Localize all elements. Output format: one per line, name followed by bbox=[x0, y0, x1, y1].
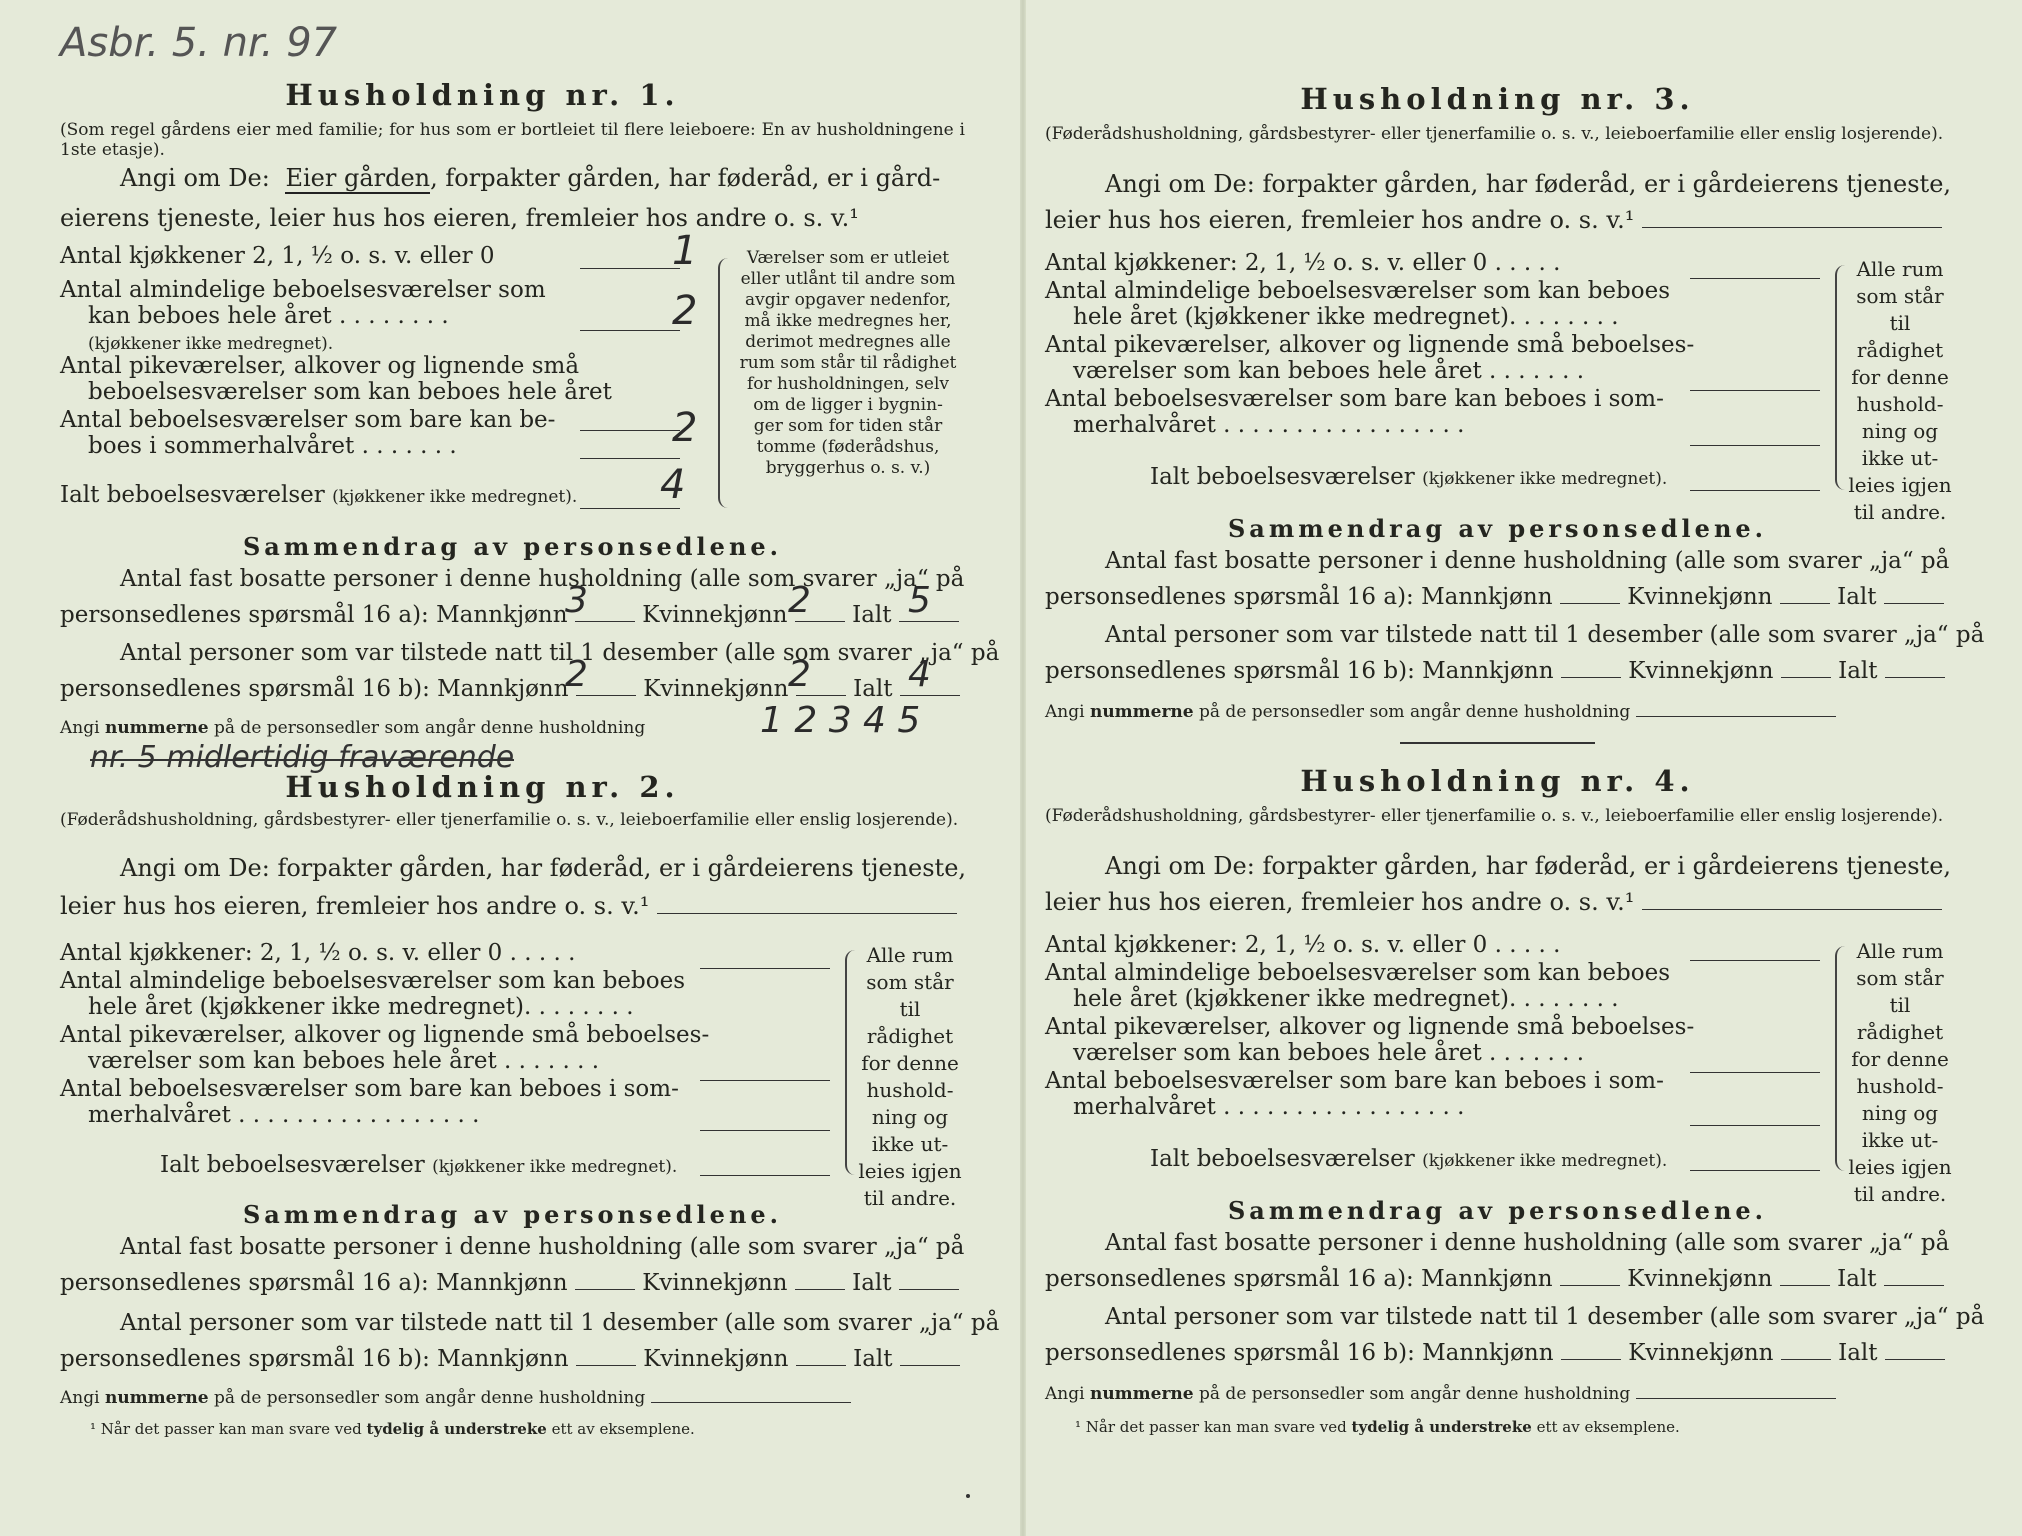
household-1-brace-note: Værelser som er utleiet eller utlånt til andre som avgir opgaver nedenfor, må ikke medregnes her, derimot medregnes alle rum som står til rådighet for husholdningen, selv om de ligger i bygnin- ger som for tiden står tomme (føderådshus, bryggerhus o. s. v.) bbox=[739, 248, 957, 478]
ink-dot bbox=[966, 1494, 970, 1498]
household-1-s1a: Antal fast bosatte personer i denne husholdning (alle som svarer „ja“ på bbox=[120, 566, 965, 592]
struck-note: nr. 5 midlertidig fraværende bbox=[90, 740, 515, 775]
household-3-brace-note: Alle rum som står til rådighet for denne hushold- ning og ikke ut- leies igjen til andre. bbox=[1848, 257, 1952, 524]
answer-almindelige: 2 bbox=[672, 288, 698, 334]
household-4-title: Husholdning nr. 4. bbox=[1300, 764, 1695, 798]
household-1-s1b: personsedlenes spørsmål 16 a): Mannkjønn Kvinnekjønn Ialt bbox=[60, 602, 959, 628]
household-1-s2a: Antal personer som var tilstede natt til 1 desember (alle som svarer „ja“ på bbox=[120, 640, 1000, 666]
s1-mannkjonn: 3 bbox=[565, 580, 588, 621]
nummerne-value: 1 2 3 4 5 bbox=[760, 700, 921, 741]
household-2-brace-note: Alle rum som står til rådighet for denne hushold- ning og ikke ut- leies igjen til andre. bbox=[858, 943, 962, 1210]
household-2-angi-line2: leier hus hos eieren, fremleier hos andre o. s. v.¹ bbox=[60, 892, 957, 920]
household-1-angi-line1 bbox=[60, 164, 940, 192]
answer-line-3 bbox=[580, 430, 680, 431]
household-3-intro: (Føderådshusholdning, gårdsbestyrer- eller tjenerfamilie o. s. v., leieboerfamilie eller enslig losjerende). bbox=[1045, 124, 1944, 144]
household-4-nummerne: Angi nummerne på de personsedler som angår denne husholdning bbox=[1045, 1384, 1836, 1404]
household-1-angi-line2: eierens tjeneste, leier hus hos eieren, fremleier hos andre o. s. v.¹ bbox=[60, 204, 859, 232]
s2-kvinnekjonn: 2 bbox=[788, 654, 811, 695]
row-pikevaerelser: Antal pikeværelser, alkover og lignende små bbox=[60, 353, 580, 379]
household-2-angi-line1: Angi om De: forpakter gården, har føderåd, er i gårdeierens tjeneste, bbox=[120, 854, 967, 882]
household-3-sammendrag: Sammendrag av personsedlene. bbox=[1227, 514, 1768, 543]
answer-line-2 bbox=[580, 330, 680, 331]
row-almindelige-note: (kjøkkener ikke medregnet). bbox=[88, 334, 334, 354]
answer-sommer: 2 bbox=[672, 405, 698, 451]
row-sommer: Antal beboelsesværelser som bare kan be- bbox=[60, 407, 556, 433]
household-4-sammendrag: Sammendrag av personsedlene. bbox=[1227, 1196, 1768, 1225]
household-separator bbox=[1400, 742, 1595, 744]
left-page: Asbr. 5. nr. 97 Husholdning nr. 1. (Som regel gårdens eier med familie; for hus som er bortleiet til flere leieboere: En av husholdningene i 1ste etasje). Angi om De: Eier gården, forpakter gården, har føderåd, er i gård- eierens tjeneste, leier hus hos eieren, fremleier hos andre o. s. v.¹ Antal kjøkkener 2, 1, ½ o. s. v. eller 0 Antal almindelige beboelsesværelser som kan beboes hele året . . . . . . . . (kjøkkener ikke medregnet). Antal pikeværelser, alkover og lignende små beboelsesværelser som kan beboes hele året Antal beboelsesværelser som bare kan be- boes i sommerhalvåret . . . . . . . 1 2 2 Ialt beboelsesværelser (kjøkkener ikke medregnet). 4 Værelser som er utleiet eller utlånt til andre som avgir opgaver nedenfor, må ikke medregnes her, derimot medregnes alle rum som står til rådighet for husholdningen, selv om de ligger i bygnin- ger som for tiden står tomme (føderådshus, bryggerhus o. s. v.) Sammendrag av personsedlene. Antal fast bosatte personer i denne husholdning (alle som svarer „ja“ på personsedlenes spørsmål 16 a): Mannkjønn Kvinnekjønn Ialt 3 2 5 Antal personer som var tilstede natt til 1 desember (alle som svarer „ja“ på personsedlenes spørsmål 16 b): Mannkjønn Kvinnekjønn Ialt 2 2 4 Angi nummerne på de personsedler som angår denne husholdning 1 2 3 4 5 nr. 5 midlertidig fraværende Husholdning nr. 2. (Føderådshusholdning, gårdsbestyrer- eller tjenerfamilie o. s. v., leieboerfamilie eller enslig losjerende). Angi om De: forpakter gården, har føderåd, er i gårdeierens tjeneste, leier hus hos eieren, fremleier hos andre o. s. v.¹ Antal kjøkkener: 2, 1, ½ o. s. v. eller 0 . . . . . Antal almindelige beboelsesværelser som kan beboes hele året (kjøkkener ikke medregnet). . . . . . . . Antal pikeværelser, alkover og lignende små beboelses- værelser som kan beboes hele året . . . . . . . Antal beboelsesværelser som bare kan beboes i som- merhalvåret . . . . . . . . . . . . . . . . . Ialt beboelsesværelser (kjøkkener ikke medregnet). Alle rum som står til rådighet for denne hushold- ning og ikke ut- leies igjen til andre. Sammendrag av personsedlene. Antal fast bosatte personer i denne husholdning (alle som svarer „ja“ på personsedlenes spørsmål 16 a): Mannkjønn Kvinnekjønn Ialt Antal personer som var tilstede natt til 1 desember (alle som svarer „ja“ på personsedlenes spørsmål 16 b): Mannkjønn Kvinnekjønn Ialt Angi nummerne på de personsedler som angår denne husholdning ¹ Når det passer kan man svare ved tydelig å understreke ett av eksemplene. bbox=[60, 0, 965, 1536]
angi-eier-underlined: Eier gården bbox=[285, 164, 431, 192]
page-fold bbox=[1020, 0, 1026, 1536]
household-2-ialt: Ialt beboelsesværelser (kjøkkener ikke medregnet). bbox=[160, 1152, 678, 1178]
household-2-sammendrag: Sammendrag av personsedlene. bbox=[242, 1200, 783, 1229]
right-page: Husholdning nr. 3. (Føderådshusholdning, gårdsbestyrer- eller tjenerfamilie o. s. v., leieboerfamilie eller enslig losjerende). Angi om De: forpakter gården, har føderåd, er i gårdeierens tjeneste, leier hus hos eieren, fremleier hos andre o. s. v.¹ Antal kjøkkener: 2, 1, ½ o. s. v. eller 0 . . . . . Antal almindelige beboelsesværelser som kan beboes hele året (kjøkkener ikke medregnet). . . . . . . . Antal pikeværelser, alkover og lignende små beboelses- værelser som kan beboes hele året . . . . . . . Antal beboelsesværelser som bare kan beboes i som- merhalvåret . . . . . . . . . . . . . . . . . Ialt beboelsesværelser (kjøkkener ikke medregnet). Alle rum som står til rådighet for denne hushold- ning og ikke ut- leies igjen til andre. Sammendrag av personsedlene. Antal fast bosatte personer i denne husholdning (alle som svarer „ja“ på personsedlenes spørsmål 16 a): Mannkjønn Kvinnekjønn Ialt Antal personer som var tilstede natt til 1 desember (alle som svarer „ja“ på personsedlenes spørsmål 16 b): Mannkjønn Kvinnekjønn Ialt Angi nummerne på de personsedler som angår denne husholdning Husholdning nr. 4. (Føderådshusholdning, gårdsbestyrer- eller tjenerfamilie o. s. v., leieboerfamilie eller enslig losjerende). Angi om De: forpakter gården, har føderåd, er i gårdeierens tjeneste, leier hus hos eieren, fremleier hos andre o. s. v.¹ Antal kjøkkener: 2, 1, ½ o. s. v. eller 0 . . . . . Antal almindelige beboelsesværelser som kan beboes hele året (kjøkkener ikke medregnet). . . . . . . . Antal pikeværelser, alkover og lignende små beboelses- værelser som kan beboes hele året . . . . . . . Antal beboelsesværelser som bare kan beboes i som- merhalvåret . . . . . . . . . . . . . . . . . Ialt beboelsesværelser (kjøkkener ikke medregnet). Alle rum som står til rådighet for denne hushold- ning og ikke ut- leies igjen til andre. Sammendrag av personsedlene. Antal fast bosatte personer i denne husholdning (alle som svarer „ja“ på personsedlenes spørsmål 16 a): Mannkjønn Kvinnekjønn Ialt Antal personer som var tilstede natt til 1 desember (alle som svarer „ja“ på personsedlenes spørsmål 16 b): Mannkjønn Kvinnekjønn Ialt Angi nummerne på de personsedler som angår denne husholdning ¹ Når det passer kan man svare ved tydelig å understreke ett av eksemplene. bbox=[1045, 82, 1985, 1436]
household-1-nummerne: Angi nummerne på de personsedler som angår denne husholdning bbox=[60, 718, 646, 738]
household-1-intro: (Som regel gårdens eier med familie; for hus som er bortleiet til flere leieboere: En av husholdningene i 1ste etasje). bbox=[60, 120, 965, 160]
household-3-ialt: Ialt beboelsesværelser (kjøkkener ikke medregnet). bbox=[1150, 464, 1668, 490]
answer-ialt: 4 bbox=[660, 462, 686, 508]
footnote-left: ¹ Når det passer kan man svare ved tydelig å understreke ett av eksemplene. bbox=[90, 1420, 695, 1438]
household-2-nummerne: Angi nummerne på de personsedler som angår denne husholdning bbox=[60, 1388, 851, 1408]
ialt-label: Ialt beboelsesværelser bbox=[60, 482, 325, 508]
household-2-title: Husholdning nr. 2. bbox=[285, 770, 680, 804]
row-kjokkener: Antal kjøkkener 2, 1, ½ o. s. v. eller 0 bbox=[60, 243, 495, 269]
row-pikevaerelser-2: beboelsesværelser som kan beboes hele året bbox=[88, 379, 612, 405]
household-1-ialt bbox=[60, 482, 577, 508]
household-2-intro: (Føderådshusholdning, gårdsbestyrer- eller tjenerfamilie o. s. v., leieboerfamilie eller enslig losjerende). bbox=[60, 810, 959, 830]
s1-ialt: 5 bbox=[908, 580, 931, 621]
s2-mannkjonn: 2 bbox=[565, 654, 588, 695]
answer-line-4 bbox=[580, 458, 680, 459]
household-4-intro: (Føderådshusholdning, gårdsbestyrer- eller tjenerfamilie o. s. v., leieboerfamilie eller enslig losjerende). bbox=[1045, 806, 1944, 826]
answer-line-5 bbox=[580, 508, 680, 509]
s2-ialt: 4 bbox=[908, 654, 931, 695]
household-3-title: Husholdning nr. 3. bbox=[1300, 82, 1695, 116]
ialt-note: (kjøkkener ikke medregnet). bbox=[332, 487, 578, 507]
margin-note: Asbr. 5. nr. 97 bbox=[60, 20, 338, 66]
household-1-s2b: personsedlenes spørsmål 16 b): Mannkjønn Kvinnekjønn Ialt bbox=[60, 676, 960, 702]
row-almindelige: Antal almindelige beboelsesværelser som bbox=[60, 277, 546, 303]
answer-kjokkener: 1 bbox=[672, 228, 698, 274]
angi-prefix: Angi om De: bbox=[120, 164, 270, 192]
row-almindelige-2: kan beboes hele året . . . . . . . . bbox=[88, 303, 449, 329]
household-1-title: Husholdning nr. 1. bbox=[285, 78, 680, 112]
household-3-nummerne: Angi nummerne på de personsedler som angår denne husholdning bbox=[1045, 702, 1836, 722]
angi-rest: , forpakter gården, har føderåd, er i gård- bbox=[430, 164, 941, 192]
household-1-sammendrag: Sammendrag av personsedlene. bbox=[242, 532, 783, 561]
household-4-ialt: Ialt beboelsesværelser (kjøkkener ikke medregnet). bbox=[1150, 1146, 1668, 1172]
row-sommer-2: boes i sommerhalvåret . . . . . . . bbox=[88, 433, 457, 459]
footnote-right: ¹ Når det passer kan man svare ved tydelig å understreke ett av eksemplene. bbox=[1075, 1418, 1680, 1436]
s1-kvinnekjonn: 2 bbox=[788, 580, 811, 621]
household-4-brace-note: Alle rum som står til rådighet for denne hushold- ning og ikke ut- leies igjen til andre. bbox=[1848, 939, 1952, 1206]
answer-line-1 bbox=[580, 268, 680, 269]
